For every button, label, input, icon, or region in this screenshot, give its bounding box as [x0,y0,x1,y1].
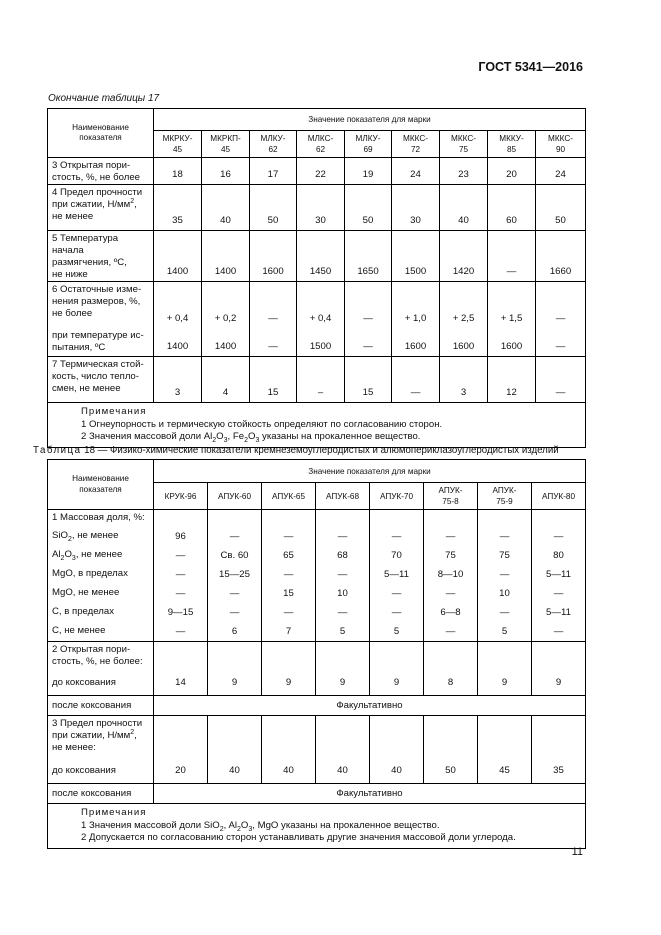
cell-value: — [532,623,586,642]
cell-value: 5—11 [532,566,586,585]
section-title: 2 Открытая пори- стость, %, не более: [48,642,154,672]
cell-value: — [316,528,370,547]
cell-value: 14 [154,672,208,696]
cell-value: 40 [316,760,370,784]
cell-value: 1600 [250,231,297,282]
group-header: Значение показателя для марки [154,460,586,483]
cell-value: 1450 [297,231,345,282]
cell-value: 1660 [536,231,586,282]
cell-empty [424,510,478,528]
cell-value: — [370,528,424,547]
cell-value: 17 [250,158,297,185]
cell-empty [478,642,532,672]
cell-value: 5 [478,623,532,642]
table-row [48,716,586,760]
grade-header: МККС- 75 [440,131,488,158]
cell-empty [424,642,478,672]
cell-value: — [532,585,586,604]
cell-empty [532,510,586,528]
table18-notes: Примечания 1 Значения массовой доли SiO$_2$, $Al_2O_3$, MgO указаны на прокаленное вещество. 2 Допускается по согласованию сторон устанавливать другие значения массовой доли углерода. [48,804,586,849]
cell-value: 35 [154,185,202,231]
grade-header: МККУ- 85 [488,131,536,158]
table-row [48,672,586,696]
cell-value: + 1,0 [392,282,440,328]
table-row [48,357,586,403]
cell-value: 5 [316,623,370,642]
row-label: MgO, в пределах [48,566,154,585]
cell-value: 50 [424,760,478,784]
cell-empty [154,716,208,760]
section-title: 3 Предел прочности при сжатии, $Н/мм^2$, не менее: [48,716,154,760]
cell-value: — [208,528,262,547]
cell-value: — [262,566,316,585]
cell-value: 15 [262,585,316,604]
cell-value: 16 [202,158,250,185]
cell-value: 68 [316,547,370,566]
grade-header: АПУК-68 [316,483,370,510]
cell-value: 9 [208,672,262,696]
standard-number: ГОСТ 5341—2016 [478,60,583,74]
cell-empty [532,716,586,760]
cell-value: — [536,282,586,328]
cell-value: 6—8 [424,604,478,623]
table-row [48,158,586,185]
cell-value: 20 [154,760,208,784]
cell-value: 15 [250,357,297,403]
cell-value: — [250,282,297,328]
cell-value: 9 [370,672,424,696]
row-label: 3 Открытая пори- стость, %, не более [48,158,154,185]
cell-empty [370,642,424,672]
cell-value: 4 [202,357,250,403]
row-label: до коксования [48,760,154,784]
table-row [48,784,586,804]
grade-header: МКРКП- 45 [202,131,250,158]
grade-header: АПУК- 75-9 [478,483,532,510]
cell-empty [262,510,316,528]
cell-value: 10 [316,585,370,604]
cell-value: 40 [262,760,316,784]
cell-value: — [370,585,424,604]
table-row [48,282,586,328]
cell-value: — [478,566,532,585]
cell-value: — [316,566,370,585]
cell-value: 80 [532,547,586,566]
row-label: после коксования [48,696,154,716]
cell-value: — [478,604,532,623]
cell-value: 1400 [202,328,250,357]
cell-value: Св. 60 [208,547,262,566]
cell-value: 15 [345,357,392,403]
merged-value: Факультативно [154,696,586,716]
cell-value: 1400 [154,328,202,357]
cell-empty [370,716,424,760]
cell-value: 9 [262,672,316,696]
grade-header: АПУК-65 [262,483,316,510]
section-title: 1 Массовая доля, %: [48,510,154,528]
cell-empty [154,510,208,528]
table-row [48,604,586,623]
cell-value: 1420 [440,231,488,282]
grade-header: АПУК-70 [370,483,424,510]
cell-value: – [297,357,345,403]
cell-value: — [536,328,586,357]
cell-value: — [154,566,208,585]
cell-value: 9 [478,672,532,696]
table17-notes: Примечания 1 Огнеупорность и термическую стойкость определяют по согласованию сторон. 2 Значения массовой доли $Al_2O_3$, $Fe_2O_3$ указаны на прокаленное вещество. [48,403,586,448]
cell-value: 45 [478,760,532,784]
table-row [48,547,586,566]
page-number: 11 [571,846,583,858]
grade-header: МЛКС- 62 [297,131,345,158]
cell-value: — [424,528,478,547]
cell-value: 22 [297,158,345,185]
cell-value: 19 [345,158,392,185]
cell-value: 1400 [154,231,202,282]
name-header: Наименование показателя [48,460,154,510]
cell-value: 9—15 [154,604,208,623]
cell-value: — [208,604,262,623]
table-row [48,623,586,642]
cell-value: — [208,585,262,604]
cell-value: — [532,528,586,547]
row-label: C, в пределах [48,604,154,623]
cell-value: — [345,282,392,328]
cell-value: 18 [154,158,202,185]
cell-value: 1600 [392,328,440,357]
cell-empty [316,510,370,528]
cell-value: 5 [370,623,424,642]
row-label: $Al_2O_3$, не менее [48,547,154,566]
cell-value: — [262,604,316,623]
cell-value: — [262,528,316,547]
cell-value: — [370,604,424,623]
cell-value: — [392,357,440,403]
grade-header: МЛКУ- 62 [250,131,297,158]
cell-value: 1500 [297,328,345,357]
cell-value: 15—25 [208,566,262,585]
table-row [48,566,586,585]
cell-value: + 0,4 [297,282,345,328]
cell-value: 3 [440,357,488,403]
cell-empty [208,716,262,760]
cell-value: 1650 [345,231,392,282]
row-label: 4 Предел прочности при сжатии, $Н/мм^2$, не менее [48,185,154,231]
cell-value: 8 [424,672,478,696]
table-row [48,528,586,547]
name-header: Наименование показателя [48,109,154,158]
cell-value: — [488,231,536,282]
cell-empty [478,716,532,760]
cell-value: 50 [250,185,297,231]
cell-value: 9 [316,672,370,696]
group-header: Значение показателя для марки [154,109,586,131]
table-row [48,328,586,357]
cell-value: 5—11 [370,566,424,585]
cell-value: 10 [478,585,532,604]
grade-header: МККС- 90 [536,131,586,158]
cell-value: 70 [370,547,424,566]
cell-value: — [154,623,208,642]
cell-empty [154,642,208,672]
grade-header: МЛКУ- 69 [345,131,392,158]
cell-empty [316,642,370,672]
row-label: 5 Температура начала размягчения, ºС, не ниже [48,231,154,282]
cell-value: 7 [262,623,316,642]
cell-empty [424,716,478,760]
table18 [47,459,586,849]
cell-value: — [478,528,532,547]
row-label: 6 Остаточные изме- нения размеров, %, не более [48,282,154,328]
grade-header: МККС- 72 [392,131,440,158]
cell-value: 9 [532,672,586,696]
cell-value: 1400 [202,231,250,282]
table-row [48,231,586,282]
cell-value: 1600 [488,328,536,357]
cell-empty [208,642,262,672]
cell-value: 60 [488,185,536,231]
row-label: при температуре ис- пытания, ºС [48,328,154,357]
grade-header: АПУК-60 [208,483,262,510]
cell-value: — [345,328,392,357]
table-row [48,642,586,672]
cell-value: 96 [154,528,208,547]
cell-value: 40 [208,760,262,784]
cell-value: + 2,5 [440,282,488,328]
cell-value: 8—10 [424,566,478,585]
grade-header: МКРКУ- 45 [154,131,202,158]
table-row [48,760,586,784]
table-row [48,510,586,528]
cell-value: 30 [297,185,345,231]
cell-value: — [154,585,208,604]
cell-empty [208,510,262,528]
cell-value: — [424,585,478,604]
cell-value: 5—11 [532,604,586,623]
table18-caption: Таблица 18 — Физико-химические показатели кремнеземоуглеродистых и алюмопериклазоуглеродистых изделий [33,445,559,456]
table-row [48,585,586,604]
cell-value: — [424,623,478,642]
grade-header: АПУК- 75-8 [424,483,478,510]
cell-empty [532,642,586,672]
cell-value: — [250,328,297,357]
cell-value: 3 [154,357,202,403]
cell-value: + 0,4 [154,282,202,328]
row-label: после коксования [48,784,154,804]
cell-value: 65 [262,547,316,566]
cell-value: 40 [202,185,250,231]
cell-empty [478,510,532,528]
cell-value: 75 [478,547,532,566]
cell-value: 30 [392,185,440,231]
cell-empty [262,642,316,672]
cell-value: 6 [208,623,262,642]
table-row [48,696,586,716]
grade-header: АПУК-80 [532,483,586,510]
cell-value: 50 [345,185,392,231]
cell-value: 20 [488,158,536,185]
cell-value: 1600 [440,328,488,357]
row-label: 7 Термическая стой- кость, число теплo- смен, не менее [48,357,154,403]
grade-header: КРУК-96 [154,483,208,510]
cell-value: — [536,357,586,403]
row-label: SiO$_2$, не менее [48,528,154,547]
table-row [48,185,586,231]
cell-value: 1500 [392,231,440,282]
table17-caption: Окончание таблицы 17 [48,93,160,104]
row-label: C, не менее [48,623,154,642]
cell-value: 40 [370,760,424,784]
cell-value: 24 [536,158,586,185]
table17 [47,108,586,448]
row-label: до коксования [48,672,154,696]
row-label: MgO, не менее [48,585,154,604]
cell-value: + 0,2 [202,282,250,328]
cell-value: 35 [532,760,586,784]
cell-value: — [154,547,208,566]
cell-value: — [316,604,370,623]
cell-value: 12 [488,357,536,403]
cell-value: 75 [424,547,478,566]
merged-value: Факультативно [154,784,586,804]
cell-value: 50 [536,185,586,231]
cell-empty [370,510,424,528]
cell-value: 23 [440,158,488,185]
cell-empty [316,716,370,760]
cell-value: + 1,5 [488,282,536,328]
cell-value: 24 [392,158,440,185]
cell-empty [262,716,316,760]
cell-value: 40 [440,185,488,231]
